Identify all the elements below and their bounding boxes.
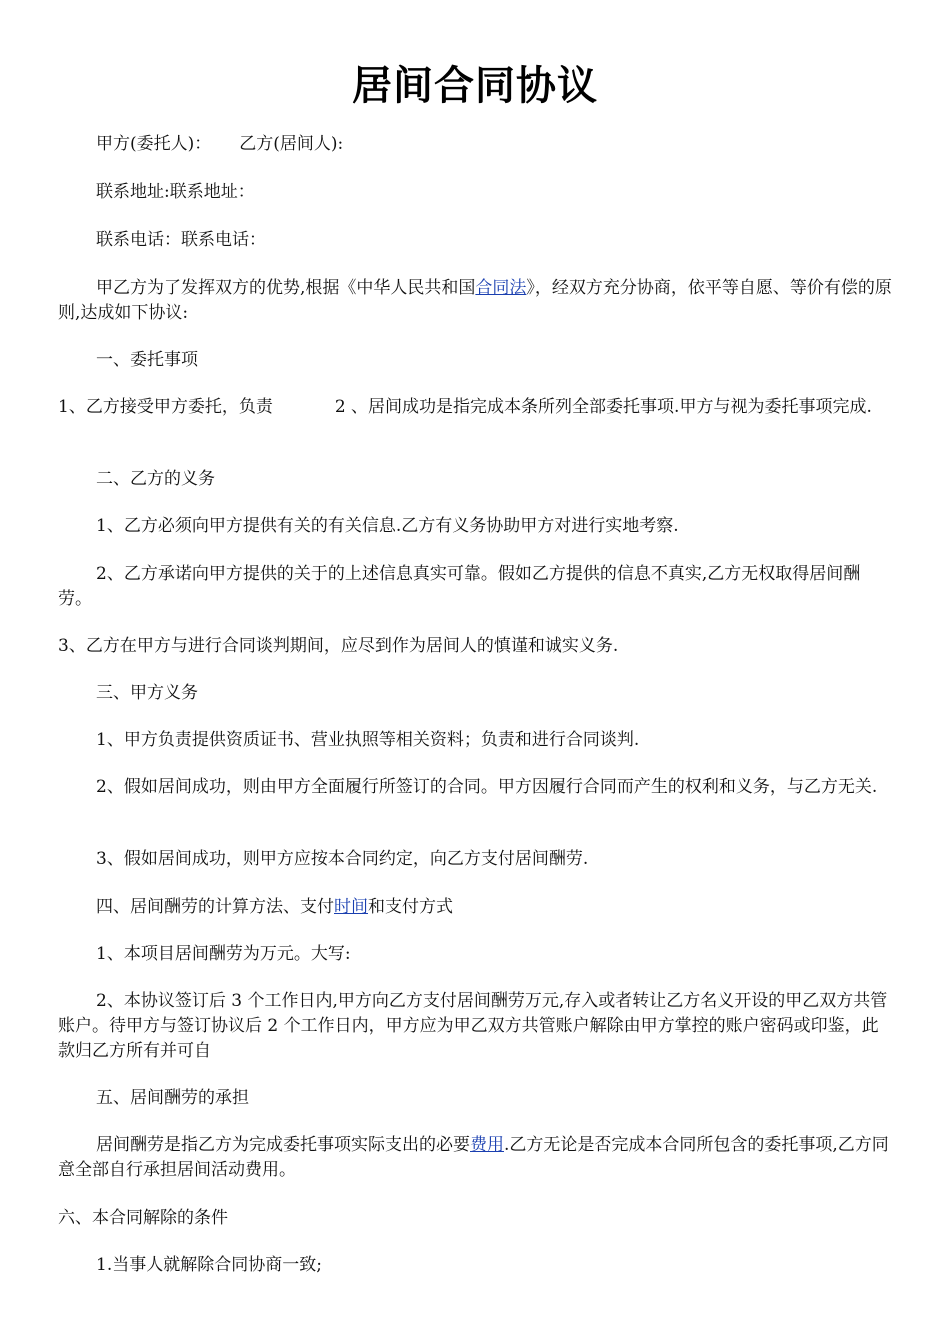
section4-heading: [58, 895, 894, 920]
party-a-label: 甲方(委托人)：: [96, 134, 212, 154]
section4-item1: 1、本项目居间酬劳为万元。大写:: [96, 944, 351, 964]
section2-item1: 1、乙方必须向甲方提供有关的有关信息.乙方有义务协助甲方对进行实地考察.: [96, 516, 679, 536]
section5-text-start: 居间酬劳是指乙方为完成委托事项实际支出的必要: [96, 1135, 470, 1155]
parties-line: [58, 132, 894, 157]
fees-link[interactable]: 费用: [470, 1135, 504, 1155]
section3-heading: 三、甲方义务: [96, 683, 198, 703]
section3-item2: 2、假如居间成功，则由甲方全面履行所签订的合同。甲方因履行合同而产生的权利和义务，与乙方无关.: [96, 777, 878, 797]
address-line: 联系地址:联系地址：: [96, 182, 255, 202]
section3-item3: 3、假如居间成功，则甲方应按本合同约定，向乙方支付居间酬劳.: [96, 849, 589, 869]
section5-paragraph: [58, 1133, 894, 1183]
section6-heading: 六、本合同解除的条件: [58, 1208, 228, 1228]
preamble-text-start: 甲乙方为了发挥双方的优势,根据《中华人民共和国: [96, 278, 476, 298]
section4-item2: 2、本协议签订后 3 个工作日内,甲方向乙方支付居间酬劳万元,存入或者转让乙方名义开设的甲乙双方共管账户。待甲方与签订协议后 2 个工作日内，甲方应为甲乙双方共管账户解除由甲方掌控的账户密码或印鉴，此款归乙方所有并可自: [58, 991, 888, 1061]
preamble-paragraph: [58, 276, 894, 326]
section2-heading: 二、乙方的义务: [96, 469, 215, 489]
section6-item1: 1.当事人就解除合同协商一致;: [96, 1255, 322, 1275]
phone-line: 联系电话：联系电话：: [96, 230, 266, 250]
document-title: 居间合同协议: [352, 63, 598, 109]
section2-item2: 2、乙方承诺向甲方提供的关于的上述信息真实可靠。假如乙方提供的信息不真实,乙方无权取得居间酬劳。: [58, 564, 861, 609]
section1-item1: 1、乙方接受甲方委托，负责: [58, 397, 273, 417]
section2-item3: 3、乙方在甲方与进行合同谈判期间，应尽到作为居间人的慎谨和诚实义务.: [58, 636, 619, 656]
section1-item2: 2 、居间成功是指完成本条所列全部委托事项.甲方与视为委托事项完成.: [334, 397, 872, 417]
contract-law-link[interactable]: 合同法: [475, 278, 527, 298]
section4-heading-end: 和支付方式: [368, 897, 453, 917]
section1-heading: 一、委托事项: [96, 350, 198, 370]
section5-text-end: .乙方无论是否完成本合同所包含的委托事项,乙方同意全部自行承担居间活动费用。: [58, 1135, 889, 1180]
time-link[interactable]: 时间: [334, 897, 368, 917]
party-b-label: 乙方(居间人):: [239, 134, 344, 154]
section1-items: [58, 395, 894, 420]
section5-heading: 五、居间酬劳的承担: [96, 1088, 249, 1108]
preamble-text-end: 》，经双方充分协商，依平等自愿、等价有偿的原则,达成如下协议:: [58, 278, 892, 323]
section4-heading-start: 四、居间酬劳的计算方法、支付: [96, 897, 334, 917]
section3-item1: 1、甲方负责提供资质证书、营业执照等相关资料；负责和进行合同谈判.: [96, 730, 640, 750]
